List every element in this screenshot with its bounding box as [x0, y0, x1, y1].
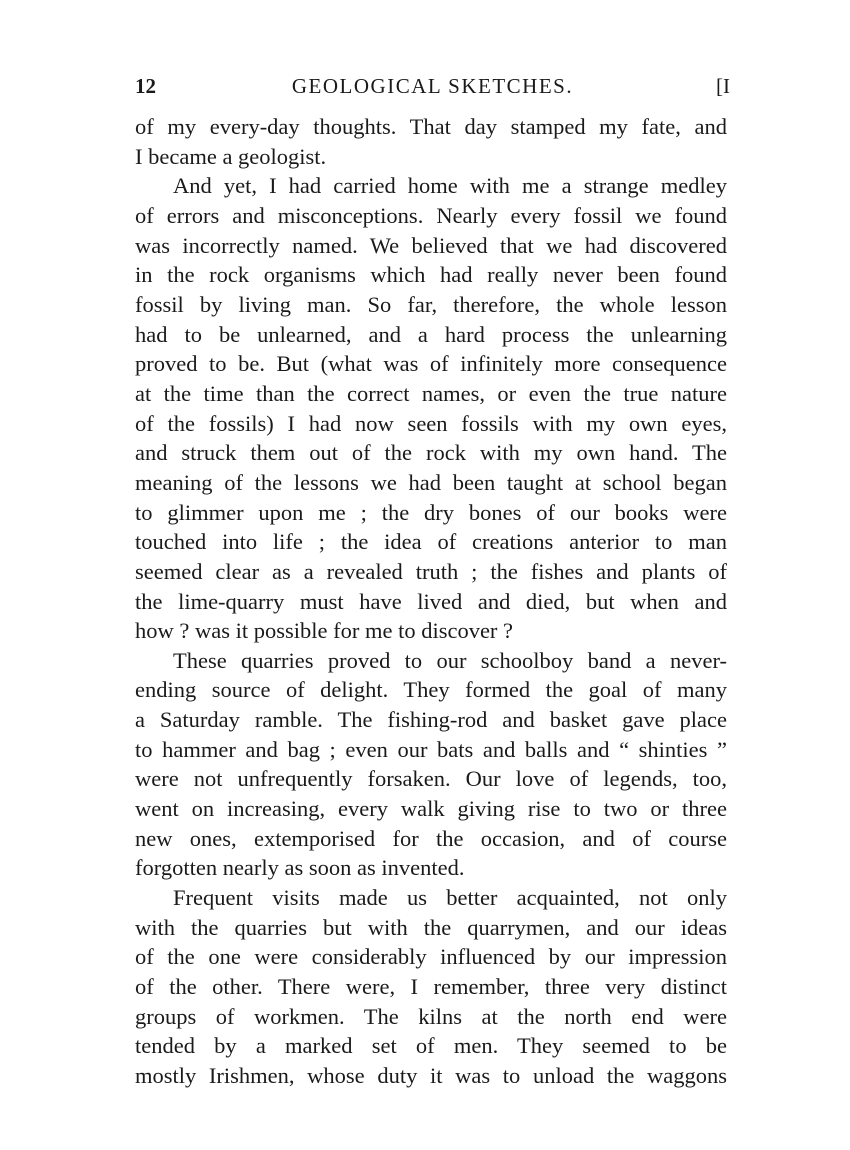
text-line: fossil by living man. So far, therefore, the whole lesson: [135, 291, 727, 317]
text-line: at the time than the correct names, or even the true nature: [135, 380, 727, 406]
text-line: with the quarries but with the quarrymen, and our ideas: [135, 914, 727, 940]
text-line: and struck them out of the rock with my own hand. The: [135, 440, 727, 466]
text-line: meaning of the lessons we had been taught at school began: [135, 469, 727, 495]
text-line: went on increasing, every walk giving rise to two or three: [135, 796, 727, 822]
text-line: of errors and misconceptions. Nearly every fossil we found: [135, 202, 727, 228]
text-line: were not unfrequently forsaken. Our love of legends, too,: [135, 766, 727, 792]
text-line: new ones, extemporised for the occasion, and of course: [135, 825, 727, 851]
text-line: forgotten nearly as soon as invented.: [135, 855, 465, 881]
text-line: of the one were considerably influenced by our impression: [135, 944, 727, 970]
text-line: a Saturday ramble. The fishing-rod and basket gave place: [135, 707, 727, 733]
text-line: ending source of delight. They formed the goal of many: [135, 677, 727, 703]
text-line: to hammer and bag ; even our bats and balls and “ shinties ”: [135, 736, 727, 762]
text-line: I became a geologist.: [135, 143, 327, 169]
text-line: how ? was it possible for me to discover ?: [135, 618, 514, 644]
text-line: These quarries proved to our schoolboy band a never-: [173, 647, 727, 673]
text-line: Frequent visits made us better acquainted, not only: [173, 885, 727, 911]
page-number: 12: [135, 74, 156, 98]
chapter-mark: [I: [716, 74, 730, 98]
text-line: tended by a marked set of men. They seemed to be: [135, 1033, 727, 1059]
body-text: [135, 112, 727, 1091]
text-line: of my every-day thoughts. That day stamped my fate, and: [135, 114, 727, 139]
text-line: groups of workmen. The kilns at the north end were: [135, 1003, 727, 1029]
text-line: had to be unlearned, and a hard process the unlearning: [135, 321, 727, 347]
text-line: the lime-quarry must have lived and died, but when and: [135, 588, 727, 614]
text-line: was incorrectly named. We believed that we had discovered: [135, 232, 727, 258]
text-line: in the rock organisms which had really never been found: [135, 262, 727, 288]
text-line: proved to be. But (what was of infinitely more consequence: [135, 351, 727, 377]
text-line: seemed clear as a revealed truth ; the fishes and plants of: [135, 558, 727, 584]
text-line: mostly Irishmen, whose duty it was to unload the waggons: [135, 1063, 727, 1088]
text-line: to glimmer upon me ; the dry bones of our books were: [135, 499, 727, 525]
running-head: [135, 70, 730, 102]
text-line: touched into life ; the idea of creations anterior to man: [135, 529, 727, 555]
text-line: of the other. There were, I remember, three very distinct: [135, 974, 727, 1000]
text-line: of the fossils) I had now seen fossils with my own eyes,: [135, 410, 727, 436]
text-line: And yet, I had carried home with me a strange medley: [173, 173, 727, 199]
running-title: GEOLOGICAL SKETCHES.: [291, 74, 574, 98]
